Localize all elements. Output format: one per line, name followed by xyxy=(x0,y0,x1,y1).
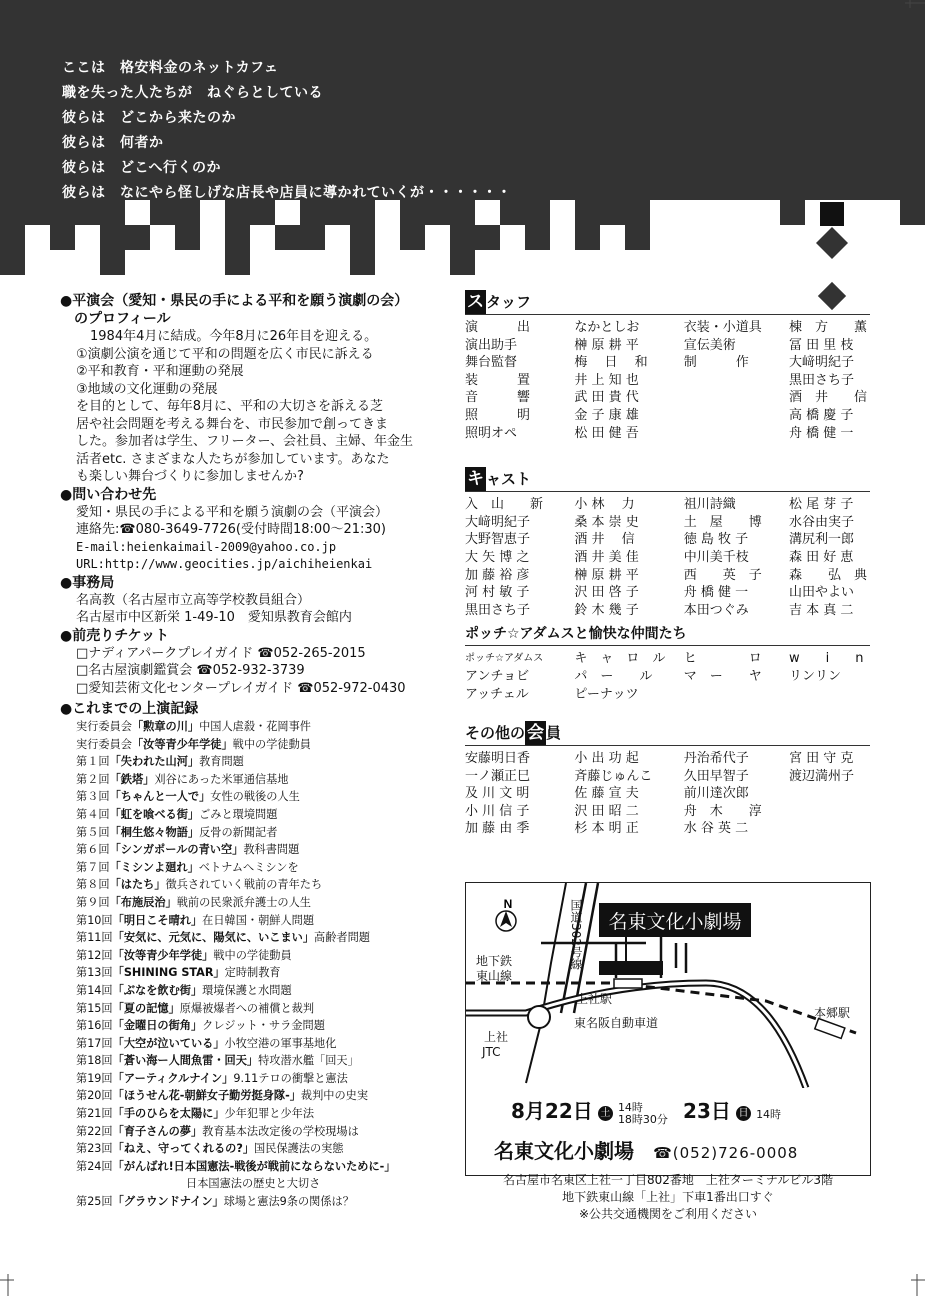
members-title-pre: その他の xyxy=(465,724,526,743)
cast-cell: 森 弘 典 xyxy=(788,567,867,583)
history-title: 「アーティクルナイン」 xyxy=(112,1071,234,1085)
sunday-mark: 日 xyxy=(736,1106,751,1121)
history-title: 「安気に、元気に、陽気に、いこまい」 xyxy=(112,931,315,945)
header-line: 彼らは どこから来たのか xyxy=(62,110,236,126)
staff-cell: 衣装・小道具 xyxy=(683,320,762,335)
history-title: 「布施辰治」 xyxy=(109,895,177,909)
staff-cell: 棟 方 薫 xyxy=(788,320,867,335)
history-title: 「育子さんの夢」 xyxy=(112,1124,203,1138)
cast-cell: 中川美千枝 xyxy=(683,549,749,565)
history-title: 「桐生悠々物語」 xyxy=(109,825,200,839)
history-desc: 9.11テロの衝撃と憲法 xyxy=(233,1071,348,1085)
history-desc: 女性の戦後の人生 xyxy=(210,790,300,804)
ticket-outlet: □愛知芸術文化センタープレイガイド ☎052-972-0430 xyxy=(76,680,406,696)
history-title: 「ミシンよ廻れ」 xyxy=(109,860,199,874)
schedule-day2: 23日 xyxy=(683,1099,731,1123)
expressway-label: 東名阪自動車道 xyxy=(574,1016,659,1030)
members-cell: 加 藤 由 季 xyxy=(465,821,530,837)
history-number: 第５回 xyxy=(76,825,110,839)
cast-cell: 酒 井 美 佳 xyxy=(574,549,639,565)
history-desc: 中国人虐殺・花岡事件 xyxy=(199,720,311,733)
members-cell: 一ノ瀬正巳 xyxy=(465,768,531,784)
history-desc: 定時制教育 xyxy=(224,966,281,980)
history-desc: 教科書問題 xyxy=(243,843,300,857)
staff-cell: 松 田 健 吾 xyxy=(574,425,639,441)
contact-url[interactable]: URL:http://www.geocities.jp/aichiheienkai xyxy=(76,557,373,571)
history-title: 「明日こそ晴れ」 xyxy=(112,913,203,927)
pocchi-cell: アッチェル xyxy=(465,686,529,702)
members-title-mid: 会 xyxy=(527,723,545,744)
history-number: 実行委員会 xyxy=(76,737,132,751)
cast-cell: 松 尾 芽 子 xyxy=(788,497,854,513)
history-title: 「SHINING STAR」 xyxy=(112,966,225,980)
history-heading: ●これまでの上演記録 xyxy=(60,701,199,717)
venue-access: 地下鉄東山線「上社」下車1番出口すぐ xyxy=(562,1190,774,1204)
contact-line: 愛知・県民の手による平和を願う演劇の会（平演会） xyxy=(76,504,389,520)
cast-cell: 加 藤 裕 彦 xyxy=(465,567,530,583)
history-desc: 裁判中の史実 xyxy=(300,1089,369,1103)
history-title: 「金曜日の街角」 xyxy=(112,1019,203,1033)
cast-cell: 山田やよい xyxy=(788,585,854,601)
staff-cell: 大﨑明紀子 xyxy=(788,355,854,371)
profile-body: も楽しい舞台づくりに参加しませんか? xyxy=(76,469,304,484)
history-desc: ごみと環境問題 xyxy=(199,807,278,821)
cast-cell: 西 英 子 xyxy=(683,567,762,583)
history-desc: 高齢者問題 xyxy=(314,931,370,945)
profile-goal: ③地域の文化運動の発展 xyxy=(76,381,218,397)
history-title: 「虹を喰べる街」 xyxy=(109,807,200,821)
members-cell: 前川達次郎 xyxy=(683,786,749,802)
staff-cell: 金 子 康 雄 xyxy=(574,407,639,423)
history-number: 第25回 xyxy=(76,1195,113,1209)
history-title: 「がんばれ!日本国憲法-戦後が戦前にならないために-」 xyxy=(112,1159,396,1173)
history-number: 第３回 xyxy=(76,790,110,804)
members-cell: 水 谷 英 二 xyxy=(683,821,749,837)
history-title: 「汝等青少年学徒」 xyxy=(131,737,233,751)
staff-cell: 宣伝美術 xyxy=(683,337,736,353)
cast-cell: 本田つぐみ xyxy=(683,602,749,618)
staff-cell: 照 明 xyxy=(465,407,531,423)
history-number: 第14回 xyxy=(76,983,113,997)
pocchi-cell: リンリン xyxy=(788,668,841,684)
staff-cell: 梅 日 和 xyxy=(574,355,648,371)
schedule-time: 18時30分 xyxy=(617,1112,668,1126)
staff-cell: 冨 田 里 枝 xyxy=(788,337,854,353)
members-cell: 宮 田 守 克 xyxy=(788,751,854,767)
history-title: 「勲章の川」 xyxy=(131,720,200,733)
office-address: 名古屋市中区新栄 1-49-10 愛知県教育会館内 xyxy=(76,610,352,625)
history-desc: 環境保護と水問題 xyxy=(202,983,292,997)
history-desc: 戦中の学徒動員 xyxy=(213,948,292,962)
history-number: 第18回 xyxy=(76,1054,113,1068)
history-title: 「大空が泣いている」 xyxy=(112,1036,225,1050)
history-number: 第13回 xyxy=(76,966,113,980)
staff-cell: 演 出 xyxy=(465,320,531,335)
profile-goal: ②平和教育・平和運動の発展 xyxy=(76,364,244,379)
header-line: 彼らは どこへ行くのか xyxy=(62,160,221,176)
schedule-time: 14時 xyxy=(617,1100,643,1114)
venue-name: 名東文化小劇場 xyxy=(494,1139,634,1163)
staff-cell: 榊 原 耕 平 xyxy=(574,337,639,353)
cast-cell: 酒 井 信 xyxy=(574,532,635,548)
office-heading: ●事務局 xyxy=(60,574,115,591)
subway-label-1: 地下鉄 xyxy=(476,954,513,968)
header-line: ここは 格安料金のネットカフェ xyxy=(62,60,279,76)
header-line: 彼らは 何者か xyxy=(62,135,164,151)
venue-tel: ☎(052)726-0008 xyxy=(653,1144,799,1162)
cast-cell: 土 屋 博 xyxy=(683,514,762,530)
cast-title-initial: キ xyxy=(467,469,484,490)
office-line: 名高教（名古屋市立高等学校教員組合） xyxy=(76,592,311,608)
profile-goal: ①演劇公演を通じて平和の問題を広く市民に訴える xyxy=(76,346,374,362)
history-title: 「手のひらを太陽に」 xyxy=(112,1107,225,1121)
history-title: 「ぶなを飲む街」 xyxy=(112,983,203,997)
history-number: 第20回 xyxy=(76,1089,113,1103)
members-title-post: 員 xyxy=(546,724,562,743)
history-title: 「夏の記憶」 xyxy=(112,1001,180,1015)
cast-cell: 吉 本 真 二 xyxy=(788,602,854,618)
pocchi-cell: ヒ ロ xyxy=(683,651,762,667)
ticket-outlet: □名古屋演劇鑑賞会 ☎052-932-3739 xyxy=(76,663,305,678)
cast-cell: 黒田さち子 xyxy=(465,602,531,618)
pocchi-cell: ポッチ☆アダムス xyxy=(465,653,544,665)
history-title: 「鉄塔」 xyxy=(109,772,155,786)
staff-cell: 舟 橋 健 一 xyxy=(788,425,854,441)
subway-label-2: 東山線 xyxy=(476,969,513,983)
cast-cell: 森 田 好 恵 xyxy=(788,549,854,565)
staff-cell: 高 橋 慶 子 xyxy=(788,407,854,423)
staff-cell: 酒 井 信 xyxy=(788,390,867,406)
cast-cell: 水谷由実子 xyxy=(788,514,854,530)
members-cell: 小 川 信 子 xyxy=(465,803,530,819)
cast-cell: 溝尻利一郎 xyxy=(788,532,854,548)
venue-address: 名古屋市名東区上社一丁目802番地 上社ターミナルビル3階 xyxy=(503,1173,833,1187)
members-cell: 舟 木 淳 xyxy=(683,803,762,819)
staff-cell: 黒田さち子 xyxy=(788,372,854,388)
members-cell: 沢 田 昭 二 xyxy=(574,803,639,819)
schedule-day1: 8月22日 xyxy=(511,1099,593,1123)
cast-cell: 鈴 木 幾 子 xyxy=(574,602,639,618)
cast-cell: 小 林 力 xyxy=(574,497,635,513)
header-line: 職を失った人たちが ねぐらとしている xyxy=(62,85,323,101)
history-desc: 特攻潜水艦「回天」 xyxy=(258,1054,359,1068)
cast-cell: 徳 島 牧 子 xyxy=(683,532,749,548)
history-number: 第１回 xyxy=(76,755,110,769)
history-number: 第17回 xyxy=(76,1036,113,1050)
staff-title-initial: ス xyxy=(467,292,484,312)
pocchi-title: ポッチ☆アダムスと愉快な仲間たち xyxy=(465,623,870,646)
staff-cell: なかとしお xyxy=(574,320,640,335)
history-number: 実行委員会 xyxy=(76,720,132,733)
history-desc: 刈谷にあった米軍通信基地 xyxy=(154,772,289,786)
history-number: 第16回 xyxy=(76,1019,113,1033)
history-desc: 球場と憲法9条の関係は？ xyxy=(223,1195,354,1209)
tickets-heading: ●前売りチケット xyxy=(60,627,169,644)
history-number: 第10回 xyxy=(76,913,113,927)
staff-cell: 音 響 xyxy=(465,390,531,406)
history-title: 「失われた山河」 xyxy=(109,755,200,769)
route-302-label: 国道302号線 xyxy=(569,899,583,970)
hongo-station-label: 本郷駅 xyxy=(814,1006,851,1020)
cast-cell: 入 山 新 xyxy=(465,497,544,513)
members-cell: 佐 藤 宣 夫 xyxy=(574,786,639,802)
cast-cell: 舟 橋 健 一 xyxy=(683,585,749,601)
staff-cell: 舞台監督 xyxy=(465,355,518,371)
profile-body: を目的として、毎年8月に、平和の大切さを訴える芝 xyxy=(76,399,384,414)
staff-cell: 装 置 xyxy=(465,372,531,388)
history-desc: 少年犯罪と少年法 xyxy=(224,1107,315,1121)
history-number: 第23回 xyxy=(76,1142,113,1156)
staff-cell: 照明オペ xyxy=(465,425,518,441)
profile-heading-cont: のプロフィール xyxy=(60,311,171,327)
history-title: 「ねえ、守ってくれるの?」 xyxy=(112,1142,255,1156)
cast-cell: 大 矢 博 之 xyxy=(465,549,530,565)
history-desc: 戦前の民衆派弁護士の人生 xyxy=(176,895,311,909)
history-desc: ベトナムへミシンを xyxy=(198,860,299,874)
history-desc: 教育基本法改定後の学校現場は xyxy=(202,1124,359,1138)
jtc-label-1: 上社 xyxy=(484,1030,509,1044)
history-number: 第19回 xyxy=(76,1071,113,1085)
profile-body: した。参加者は学生、フリーター、会社員、主婦、年金生 xyxy=(76,434,413,449)
cast-title-rest: ャスト xyxy=(486,470,532,489)
history-title: 「ちゃんと一人で」 xyxy=(109,790,211,804)
pocchi-cell: マ ー ヤ xyxy=(683,668,762,684)
history-title: 「はたち」 xyxy=(109,878,166,892)
schedule-day2-time: 14時 xyxy=(756,1108,782,1121)
ticket-outlet: □ナディアパークプレイガイド ☎052-265-2015 xyxy=(76,645,366,661)
history-desc: 教育問題 xyxy=(199,755,244,769)
history-desc: 国民保護法の実態 xyxy=(254,1142,344,1156)
staff-cell: 演出助手 xyxy=(465,337,518,353)
history-number: 第４回 xyxy=(76,807,110,821)
pocchi-cell: キ ャ ロ ル xyxy=(574,651,666,667)
history-number: 第８回 xyxy=(76,878,110,892)
profile-body: 活者etc. さまざまな人たちが参加しています。あなた xyxy=(76,451,390,467)
members-cell: 久田早智子 xyxy=(683,768,749,784)
cast-cell: 大野智恵子 xyxy=(465,532,531,548)
history-desc: 徴兵されていく戦前の青年たち xyxy=(165,878,323,892)
cast-cell: 祖川詩織 xyxy=(683,497,736,513)
history-number: 第12回 xyxy=(76,948,113,962)
staff-title-rest: タッフ xyxy=(486,293,532,311)
contact-heading: ●問い合わせ先 xyxy=(60,486,157,503)
venue-note: ※公共交通機関をご利用ください xyxy=(578,1207,758,1221)
contact-phone: 連絡先:☎080-3649-7726(受付時間18:00～21:30) xyxy=(76,522,387,537)
history-number: 第９回 xyxy=(76,895,110,909)
history-number: 第21回 xyxy=(76,1107,113,1121)
cast-cell: 河 村 敏 子 xyxy=(465,585,530,601)
members-cell: 丹治希代子 xyxy=(683,751,749,767)
staff-cell: 武 田 貴 代 xyxy=(574,390,639,406)
saturday-mark: 土 xyxy=(598,1106,613,1121)
cast-cell: 榊 原 耕 平 xyxy=(574,567,639,583)
history-number: 第11回 xyxy=(76,931,113,945)
cast-cell: 大﨑明紀子 xyxy=(465,514,531,530)
history-desc: 原爆被爆者への補償と裁判 xyxy=(179,1001,315,1015)
profile-body: 居や社会問題を考える舞台を、市民参加で創ってきま xyxy=(76,416,389,432)
jtc-label-2: JTC xyxy=(482,1045,501,1059)
members-cell: 斉藤じゅんこ xyxy=(574,768,653,784)
history-number: 第７回 xyxy=(76,860,110,874)
history-number: 第24回 xyxy=(76,1159,113,1173)
history-number: 第22回 xyxy=(76,1124,113,1138)
members-cell: 及 川 文 明 xyxy=(465,786,530,802)
history-desc: 小牧空港の軍事基地化 xyxy=(224,1036,337,1050)
kamiyashiro-station-label: 上社駅 xyxy=(576,992,613,1006)
history-title: 「グラウンドナイン」 xyxy=(112,1195,224,1209)
history-desc: クレジット・サラ金問題 xyxy=(202,1019,325,1033)
history-desc: 反骨の新聞記者 xyxy=(199,825,278,839)
pocchi-cell: パ ー ル xyxy=(574,668,653,684)
members-cell: 杉 本 明 正 xyxy=(574,821,639,837)
cast-cell: 桑 本 崇 史 xyxy=(574,514,639,530)
staff-cell: 制 作 xyxy=(683,355,749,371)
members-cell: 小 出 功 起 xyxy=(574,751,639,767)
history-title: 「汝等青少年学徒」 xyxy=(112,948,214,962)
members-cell: 安藤明日香 xyxy=(465,751,531,767)
profile-intro: 1984年4月に結成。今年8月に26年目を迎える。 xyxy=(90,329,378,344)
venue-map-label: 名東文化小劇場 xyxy=(608,911,742,933)
contact-email[interactable]: E-mail:heienkaimail-2009@yahoo.co.jp xyxy=(76,539,337,554)
cast-cell: 沢 田 啓 子 xyxy=(574,585,639,601)
history-desc: 在日韓国・朝鮮人問題 xyxy=(202,913,315,927)
history-number: 第６回 xyxy=(76,843,110,857)
members-cell: 渡辺満州子 xyxy=(788,768,854,784)
header-line: 彼らは なにやら怪しげな店長や店員に導かれていくが・・・・・・ xyxy=(62,185,512,201)
profile-heading: ●平演会（愛知・県民の手による平和を願う演劇の会） xyxy=(60,293,409,309)
history-number: 第２回 xyxy=(76,772,110,786)
history-number: 第15回 xyxy=(76,1001,113,1015)
north-label: N xyxy=(503,897,513,911)
pocchi-cell: アンチョビ xyxy=(465,668,530,684)
pocchi-cell: ピーナッツ xyxy=(574,686,639,702)
history-title: 「シンガポールの青い空」 xyxy=(109,843,244,857)
history-title: 「蒼い海ー人間魚雷・回天」 xyxy=(112,1054,259,1068)
history-title: 「ほうせん花-朝鮮女子勤労挺身隊-」 xyxy=(112,1089,301,1103)
pocchi-cell: w i n xyxy=(788,651,864,667)
history-desc: 日本国憲法の歴史と大切さ xyxy=(186,1177,321,1191)
staff-cell: 井 上 知 也 xyxy=(574,372,639,388)
history-desc: 戦中の学徒動員 xyxy=(232,737,311,751)
